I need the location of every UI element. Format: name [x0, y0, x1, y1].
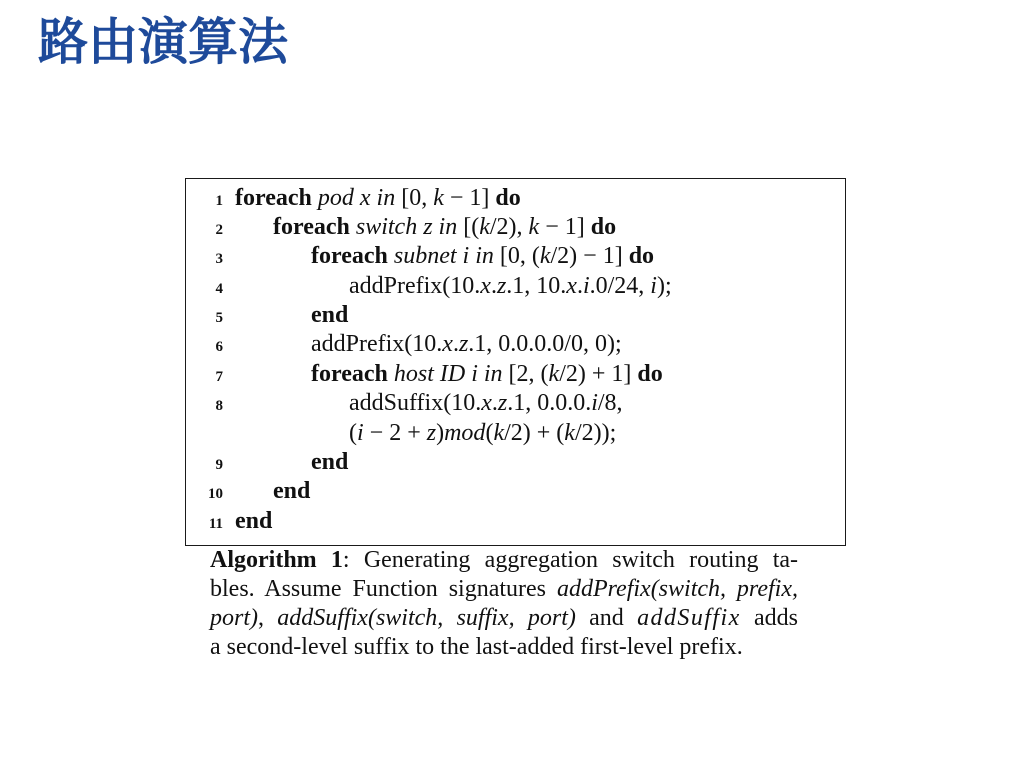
caption-text: adds — [754, 605, 799, 631]
expression-text: /2) + ( — [504, 419, 565, 446]
line-number: 10 — [208, 486, 223, 503]
keyword-foreach: foreach — [311, 360, 388, 387]
caption-text: bles. Assume Function signatures — [210, 576, 547, 602]
loop-variable-text: subnet i in — [393, 243, 494, 270]
math-variable: k — [528, 213, 540, 240]
function-call — [349, 273, 672, 299]
algorithm-line — [186, 272, 845, 301]
expression-text: /2)); — [574, 419, 617, 446]
expression-text: /2) − 1] — [550, 243, 623, 270]
expression-text: . — [491, 390, 498, 417]
algorithm-line — [186, 242, 845, 271]
math-variable: k — [539, 243, 551, 270]
expression-text: .1, 10. — [506, 272, 567, 299]
expression-text: addPrefix(10. — [311, 331, 443, 358]
math-variable: k — [493, 419, 505, 446]
algorithm-caption — [210, 546, 798, 662]
expression-text: ( — [349, 419, 357, 446]
line-number: 4 — [215, 280, 223, 297]
algorithm-line — [186, 184, 845, 213]
line-number: 9 — [215, 457, 223, 474]
caption-line — [210, 575, 798, 604]
caption-line — [210, 604, 798, 633]
algorithm-line — [186, 389, 845, 418]
math-variable: z — [458, 331, 469, 358]
math-variable: i — [357, 419, 364, 446]
expression-text: − 1] — [539, 213, 585, 240]
expression-text: . — [490, 272, 497, 299]
line-number: 5 — [215, 310, 223, 327]
math-variable: x — [480, 272, 491, 299]
expression-text: .1, 0.0.0. — [507, 390, 592, 417]
algorithm-line — [186, 477, 845, 506]
caption-line — [210, 546, 798, 575]
expression-text: ( — [485, 419, 494, 446]
math-variable: x — [442, 331, 453, 358]
line-number: 8 — [215, 398, 223, 415]
expression-text: /8, — [597, 390, 623, 417]
line-number: 6 — [215, 339, 223, 356]
math-variable: k — [433, 184, 444, 211]
algorithm-line — [186, 507, 845, 536]
algorithm-line — [186, 330, 845, 359]
expression-text: . — [452, 331, 459, 358]
math-variable: i — [650, 272, 657, 299]
math-operator: mod — [444, 419, 486, 446]
keyword-do: do — [637, 360, 663, 387]
algorithm-line — [186, 213, 845, 242]
expression-text: ) — [436, 419, 445, 446]
math-variable: z — [496, 272, 507, 299]
expression-text: − 2 + — [363, 419, 427, 446]
expression-text: .1, 0.0.0.0/0, 0); — [468, 331, 622, 358]
keyword-foreach: foreach — [311, 243, 388, 270]
expression-text: addPrefix(10. — [349, 272, 481, 299]
expression-text: ); — [656, 272, 672, 299]
line-number: 1 — [215, 192, 223, 209]
math-variable: k — [548, 360, 560, 387]
range-expression — [500, 243, 623, 269]
loop-variable-text: switch z in — [355, 213, 458, 240]
function-call — [311, 331, 622, 357]
keyword-end: end — [273, 478, 311, 505]
expression-text: [2, ( — [508, 360, 549, 387]
loop-variable-text: host ID i in — [393, 360, 503, 387]
expression-text: [0, — [401, 184, 434, 211]
function-call — [349, 420, 616, 446]
math-variable: k — [564, 419, 575, 446]
math-variable: z — [497, 390, 508, 417]
keyword-end: end — [311, 449, 349, 476]
algorithm-line-continuation — [186, 419, 845, 448]
keyword-do: do — [628, 243, 655, 270]
keyword-foreach: foreach — [273, 213, 350, 240]
keyword-foreach: foreach — [235, 184, 312, 211]
expression-text: addSuffix(10. — [349, 390, 482, 417]
math-variable: k — [479, 213, 490, 240]
line-number: 11 — [208, 515, 223, 532]
line-number: 7 — [215, 368, 223, 385]
expression-text: [( — [463, 213, 480, 240]
keyword-do: do — [495, 184, 521, 211]
loop-variable-text: pod x in — [317, 184, 396, 211]
expression-text: /2), — [489, 213, 529, 240]
caption-text: , — [258, 605, 264, 631]
expression-text: . — [576, 272, 583, 299]
caption-text: a second-level suffix to the last-added first-level prefix. — [210, 634, 743, 660]
algorithm-line — [186, 448, 845, 477]
math-variable: x — [566, 272, 577, 299]
function-signature: addSuffix(switch, suffix, port) — [277, 605, 576, 631]
caption-text: : Generating aggregation switch routing ta- — [342, 547, 799, 573]
range-expression — [401, 185, 489, 211]
function-call — [349, 390, 623, 416]
expression-text: /2) + 1] — [559, 360, 632, 387]
function-signature: port) — [210, 605, 258, 631]
algorithm-line — [186, 301, 845, 330]
caption-text: and — [589, 605, 624, 631]
math-variable: x — [481, 390, 492, 417]
math-function-name: addSuffix — [637, 605, 741, 631]
caption-label: Algorithm 1 — [210, 547, 343, 573]
expression-text: − 1] — [443, 184, 490, 211]
function-signature: addPrefix(switch, prefix, — [556, 576, 799, 602]
math-variable: i — [582, 272, 590, 299]
slide-title: 路由演算法 — [38, 12, 288, 71]
range-expression — [463, 214, 585, 240]
algorithm-line — [186, 360, 845, 389]
algorithm-box — [185, 178, 846, 546]
line-number: 2 — [215, 221, 223, 238]
keyword-end: end — [311, 302, 349, 329]
keyword-end: end — [235, 507, 273, 534]
expression-text: .0/24, — [589, 272, 651, 299]
expression-text: [0, ( — [499, 243, 540, 270]
math-variable: z — [426, 419, 437, 446]
caption-line — [210, 633, 798, 662]
range-expression — [509, 361, 632, 387]
math-variable: i — [591, 390, 598, 417]
line-number: 3 — [215, 251, 223, 268]
keyword-do: do — [590, 213, 617, 240]
